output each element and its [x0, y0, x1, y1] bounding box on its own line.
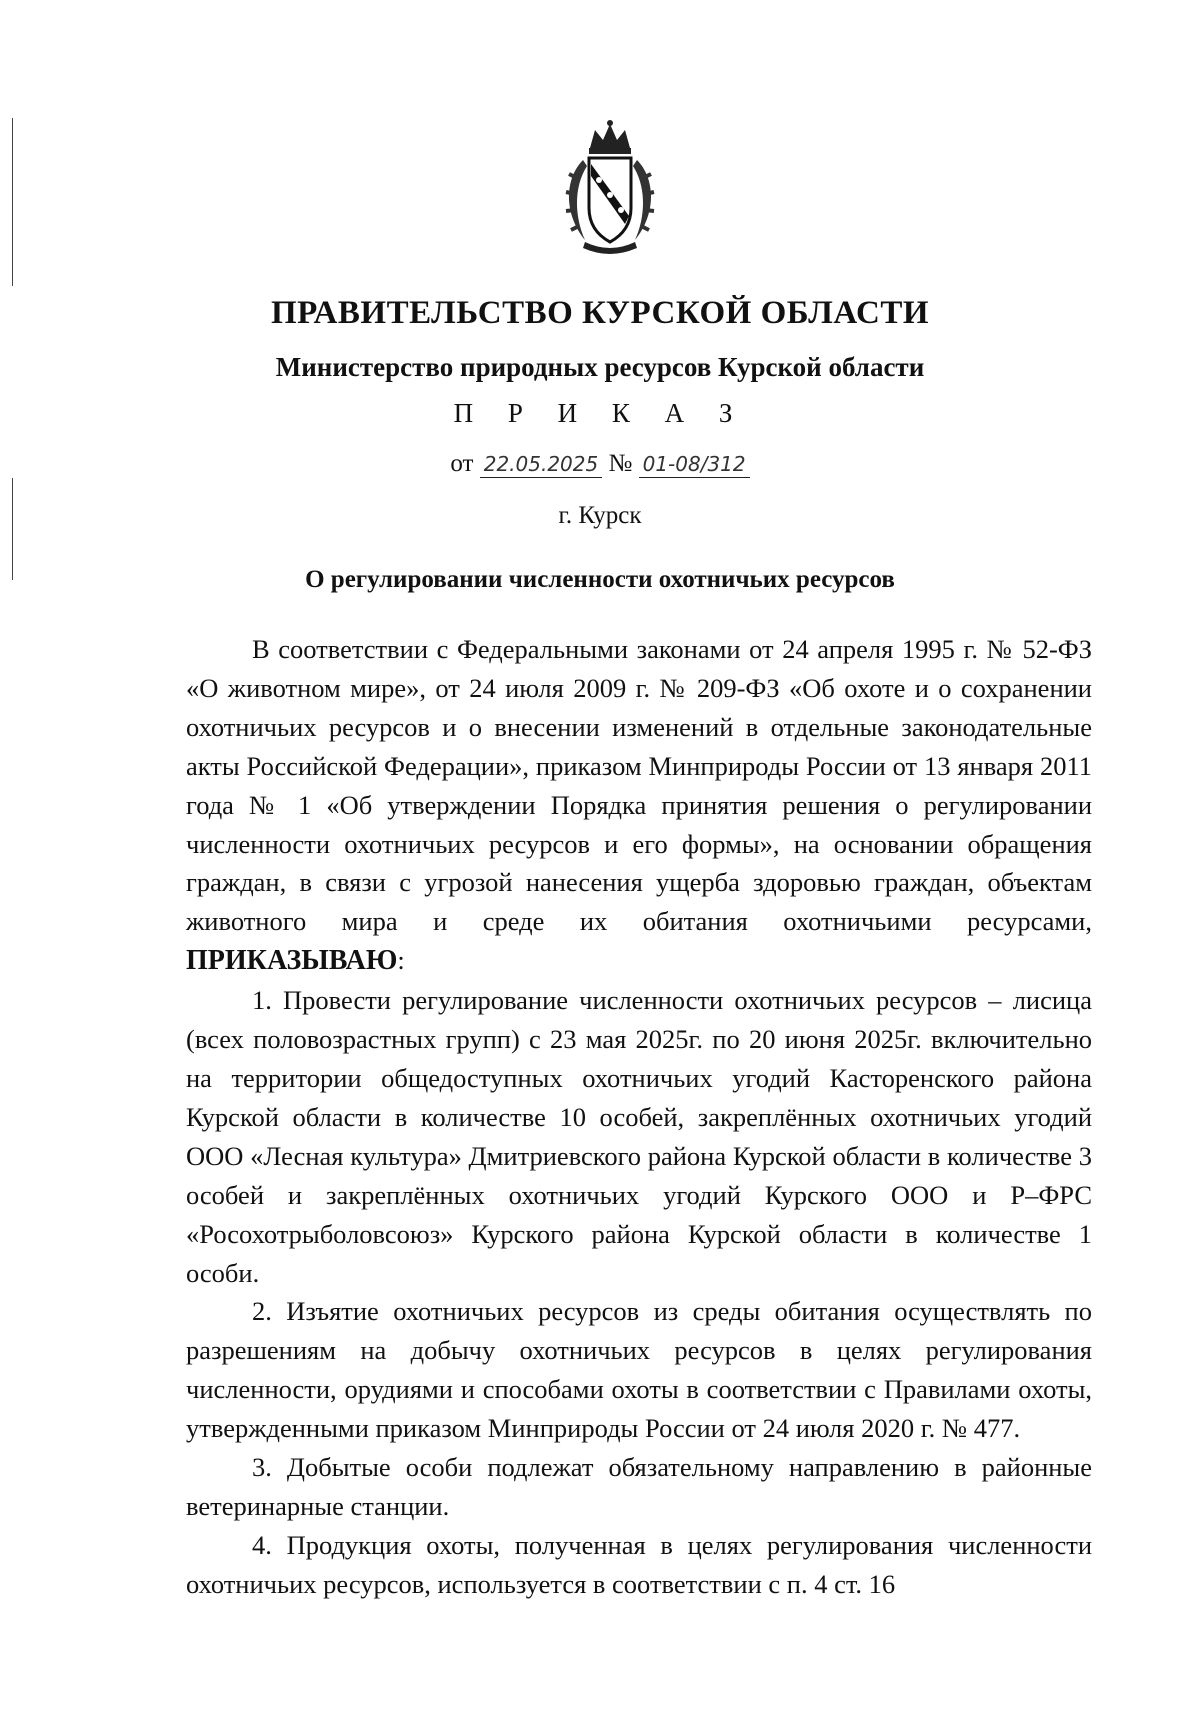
- city: г. Курск: [558, 502, 642, 529]
- preamble-paragraph: [186, 630, 1092, 981]
- preamble-tail: :: [397, 945, 405, 976]
- handwritten-number: 01-08/312: [639, 451, 750, 478]
- document-type: П Р И К А З: [453, 398, 747, 428]
- order-item-1: 1. Провести регулирование численности охотничьих ресурсов – лисица (всех половозрастных групп) с 23 мая 2025г. по 20 июня 2025г. включительно на территории общедоступных охотничьих угодий Касторенского района Курской области в количестве 10 особей, закреплённых охотничьих угодий ООО «Лесная культура» Дмитриевского района Курской области в количестве 3 особей и закреплённых охотничьих угодий Курского ООО и Р–ФРС «Росохотрыболовсоюз» Курского района Курской области в количестве 1 особи.: [186, 985, 1092, 1288]
- order-subject: О регулировании численности охотничьих ресурсов: [305, 566, 895, 593]
- ministry-name: Министерство природных ресурсов Курской области: [275, 352, 925, 382]
- scan-edge-line: [12, 118, 13, 286]
- preamble-text: В соответствии с Федеральными законами от 24 апреля 1995 г. № 52-ФЗ «О животном мире», от 24 июля 2009 г. № 209-ФЗ «Об охоте и о сохранении охотничьих ресурсов и о внесении изменений в отдельные законодательные акты Российской Федерации», приказом Минприроды России от 13 января 2011 года № 1 «Об утверждении Порядка принятия решения о регулировании численности охотничьих ресурсов и его формы», на основании обращения граждан, в связи с угрозой нанесения ущерба здоровью граждан, объектам животного мира и среде их обитания охотничьими ресурсами,: [186, 634, 1092, 937]
- order-date-number-line: [0, 450, 1200, 478]
- order-body: [186, 630, 1092, 1604]
- number-prefix: №: [608, 450, 633, 477]
- government-title: ПРАВИТЕЛЬСТВО КУРСКОЙ ОБЛАСТИ: [270, 295, 930, 331]
- order-item-3: 3. Добытые особи подлежат обязательному направлению в районные ветеринарные станции.: [186, 1452, 1092, 1521]
- date-prefix: от: [450, 450, 474, 477]
- order-item-4: 4. Продукция охоты, полученная в целях регулирования численности охотничьих ресурсов, используется в соответствии с п. 4 ст. 16: [186, 1529, 1092, 1599]
- coat-of-arms-emblem: [555, 118, 665, 258]
- handwritten-date: 22.05.2025: [480, 451, 603, 478]
- command-word: ПРИКАЗЫВАЮ: [186, 945, 398, 977]
- order-item-2: 2. Изъятие охотничьих ресурсов из среды обитания осуществлять по разрешениям на добычу охотничьих ресурсов в целях регулирования численности, орудиями и способами охоты в соответствии с Правилами охоты, утвержденными приказом Минприроды России от 24 июля 2020 г. № 477.: [186, 1296, 1092, 1444]
